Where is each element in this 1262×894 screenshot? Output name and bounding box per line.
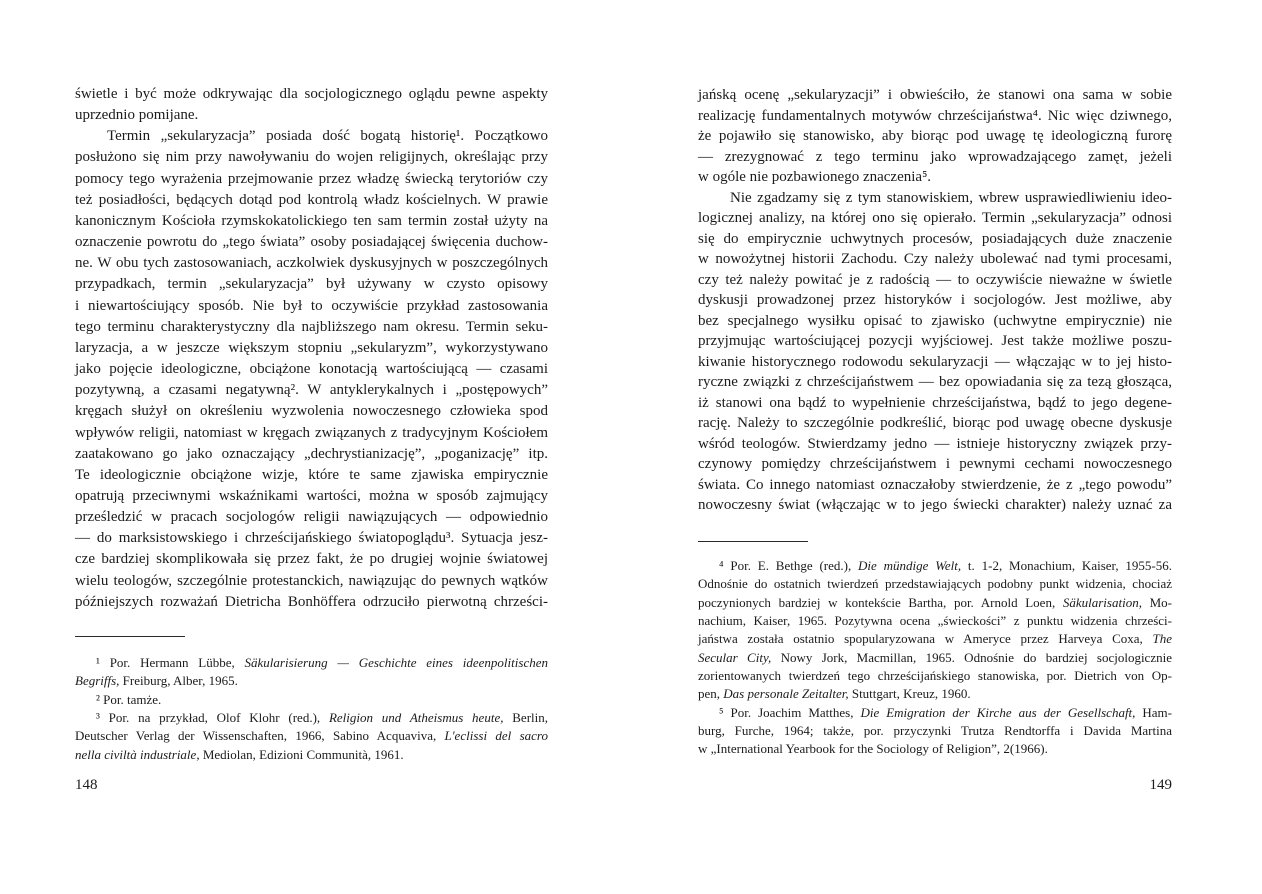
- footnotes: [698, 557, 1172, 759]
- text-line: wśród teologów. Stwierdzamy jedno — istnieje historyczny związek przy-: [698, 435, 1172, 452]
- footnote-line: [698, 740, 1172, 758]
- footnote-cited-title: Säkularisation,: [1062, 594, 1142, 610]
- footnotes: [75, 654, 548, 764]
- text-line: realizację fundamentalnych motywów chrześcijaństwa⁴. Nic więc dziwnego,: [698, 107, 1172, 124]
- footnote-text: Deutscher Verlag der Wissenschaften, 1966, Sabino Acquaviva,: [75, 728, 445, 744]
- text-line: też posiadłości, będących dotąd pod kontrolą władz kościelnych. W prawie: [75, 191, 548, 208]
- paragraph: [75, 84, 548, 126]
- text-line: prześledzić w pracach socjologów religii nawiązujących — odpowiednio: [75, 509, 548, 526]
- footnote-line: [698, 594, 1172, 612]
- text-line: bez specjalnego wysiłku opisać to zjawisko (uchwytne empirycznie) nie: [698, 312, 1172, 329]
- text-line: w nowożytnej historii Zachodu. Czy należy ubolewać nad tymi procesami,: [698, 251, 1172, 267]
- text-line: kręgach służył on określeniu wyzwolenia nowoczesnego człowieka spod: [75, 403, 548, 420]
- page-body: [698, 85, 1172, 516]
- text-line: świetle i być może odkrywając dla socjologicznego oglądu pewne aspekty: [75, 86, 548, 102]
- footnote-cited-title: Religion und Atheismus heute,: [328, 710, 504, 726]
- footnote-line: [698, 557, 1172, 575]
- text-line: rację. Należy to szczególnie podkreślić, biorąc pod uwagę obecne dyskusje: [698, 415, 1172, 431]
- text-line: opatrują przeciwnymi wskaźnikami wartości, można w sposób zajmujący: [75, 487, 548, 504]
- footnote-text: Mediolan, Edizioni Communità, 1961.: [199, 746, 404, 762]
- footnote-line: [698, 722, 1172, 740]
- footnote-line: [698, 704, 1172, 722]
- footnote-cited-title: Begriffs,: [75, 673, 120, 689]
- footnote-text: Odnośnie do ostatnich twierdzeń przedstawiających podobny punkt widzenia, chociaż: [698, 576, 1172, 592]
- footnote-text: Mo-: [1141, 594, 1172, 610]
- footnote-text: nachium, Kaiser, 1965. Pozytywna ocena „świeckości” z punktu widzenia chrześci-: [698, 613, 1172, 629]
- footnote-text: Stuttgart, Kreuz, 1960.: [848, 686, 971, 702]
- footnote-line: [75, 672, 548, 690]
- text-line: wielu teologów, szczególnie protestanckich, nawiązując do pewnych wątków: [75, 572, 548, 589]
- text-line: uprzednio pomijane.: [75, 107, 199, 124]
- footnote-line: [698, 575, 1172, 593]
- text-line: logicznej analizy, na której ono się opierało. Termin „sekularyzacja” odnosi: [698, 210, 1172, 226]
- text-line: kanonicznym Kościoła rzymskokatolickiego ten sam termin został użyty na: [75, 212, 548, 229]
- footnote-rule: [75, 636, 185, 637]
- text-line: — do marksistowskiego i chrześcijańskiego światopoglądu³. Sytuacja jesz-: [75, 530, 548, 547]
- footnote-cited-title: Säkularisierung — Geschichte eines ideenpolitischen: [244, 655, 548, 670]
- text-line: kiwanie historycznego rodowodu sekularyzacji — włączając w to jej histo-: [698, 353, 1172, 370]
- footnote: [698, 557, 1172, 704]
- page-number: 148: [75, 777, 98, 793]
- footnote-line: [75, 727, 548, 745]
- footnote-line: [75, 709, 548, 727]
- footnote-text: t. 1-2, Monachium, Kaiser, 1955-56.: [961, 558, 1172, 573]
- paragraph: [698, 188, 1172, 516]
- text-line: czy też należy powitać je z radością — to oczywiście nieważne w świetle: [698, 271, 1172, 288]
- footnote: [75, 654, 548, 691]
- text-line: się do empirycznie uchwytnych procesów, posiadających duże znaczenie: [698, 230, 1172, 247]
- text-line: Te ideologicznie obciążone wizje, które te same zjawiska empirycznie: [75, 466, 548, 483]
- text-line: że pojawiło się stanowisko, aby biorąc pod uwagę tę ideologiczną furorę: [698, 128, 1172, 144]
- text-line: przyjmując wartościującej pozycji wyjściowej. Jest także możliwe poszu-: [698, 333, 1172, 349]
- footnote-line: [698, 649, 1172, 667]
- footnote-rule: [698, 541, 808, 542]
- footnote-cited-title: Das personale Zeitalter,: [723, 686, 849, 702]
- footnote-line: [698, 630, 1172, 648]
- footnote-text: ⁵ Por. Joachim Matthes,: [719, 704, 861, 720]
- text-line: jako pojęcie ideologiczne, obciążone konotacją wartościującą — czasami: [75, 361, 548, 378]
- footnote-cited-title: Die mündige Welt,: [858, 558, 962, 573]
- footnote-text: w „International Yearbook for the Sociology of Religion”, 2(1966).: [698, 741, 1048, 757]
- text-line: w ogóle nie pozbawionego znaczenia⁵.: [698, 169, 932, 185]
- page-number: 149: [1149, 777, 1172, 793]
- footnote-cited-title: nella civiltà industriale,: [75, 746, 200, 762]
- text-line: Nie zgadzamy się z tym stanowiskiem, wbrew usprawiedliwieniu ideo-: [730, 189, 1172, 206]
- footnote-line: [75, 746, 548, 764]
- text-line: późniejszych rozważań Dietricha Bonhöffera odrzuciło pierwotną chrześci-: [75, 593, 548, 610]
- text-line: ryczne związki z chrześcijaństwem — bez opowiadania się za tezą głosząca,: [698, 374, 1172, 390]
- text-line: posłużono się nim przy nawoływaniu do wojen religijnych, określając przy: [75, 149, 548, 166]
- footnote-line: [698, 667, 1172, 685]
- text-line: świata. Co innego natomiast oznaczałoby stwierdzenie, że z „tego powodu”: [698, 476, 1172, 493]
- footnote-cited-title: L'eclissi del sacro: [444, 728, 548, 744]
- text-line: — zrezygnować z tego terminu jako wprowadzającego zamęt, jeżeli: [698, 148, 1172, 165]
- text-line: przypadkach, termin „sekularyzacja” był używany w czysto opisowy: [75, 276, 548, 293]
- text-line: zaatakowano go jako oznaczający „dechrystianizację”, „poganizację” itp.: [75, 445, 548, 462]
- text-line: iż stanowi ona bądź to wypełnienie chrześcijaństwa, bądź to jego degene-: [698, 394, 1172, 411]
- text-line: pomocy tego wyrażenia przejmowanie przez władzę świecką terytoriów czy: [75, 170, 548, 187]
- text-line: jańską ocenę „sekularyzacji” i obwieściło, że stanowi ona sama w sobie: [698, 87, 1172, 103]
- footnote-line: [698, 685, 1172, 703]
- text-line: laryzacja, a w jeszcze większym stopniu „sekularyzm”, wykorzystywano: [75, 339, 548, 356]
- right-page: [698, 0, 1172, 894]
- footnote-text: Freiburg, Alber, 1965.: [119, 673, 238, 689]
- text-line: pozytywną, a czasami negatywną². W antyklerykalnych i „postępowych”: [75, 382, 548, 399]
- footnote-text: ² Por. tamże.: [96, 691, 162, 707]
- footnote-text: zorientowanych twierdzeń tego chrześcijańskiego stanowiska, por. Dietrich von Op-: [698, 668, 1172, 684]
- footnote-text: Berlin,: [503, 710, 549, 726]
- footnote-text: burg, Furche, 1964; także, por. przyczynki Trutza Rendtorffa i Davida Martina: [698, 723, 1172, 739]
- text-line: ne. W obu tych zastosowaniach, aczkolwiek dyskusyjnych w poszczególnych: [75, 255, 548, 272]
- footnote-text: ¹ Por. Hermann Lübbe,: [96, 655, 245, 670]
- footnote-cited-title: The: [1152, 631, 1172, 647]
- footnote-text: Ham-: [1135, 704, 1172, 720]
- footnote-text: Nowy Jork, Macmillan, 1965. Odnośnie do bardziej socjologicznie: [771, 649, 1172, 665]
- paragraph: [75, 126, 548, 613]
- footnote: [75, 691, 548, 709]
- footnote-cited-title: Die Emigration der Kirche aus der Gesellschaft,: [860, 704, 1136, 720]
- footnote-line: [75, 654, 548, 672]
- text-line: nowoczesny świat (włączając w to jego świecki charakter) należy uznać za: [698, 497, 1172, 513]
- footnote-cited-title: Secular City,: [698, 649, 772, 665]
- text-line: dyskusji prowadzonej przez historyków i socjologów. Jest możliwe, aby: [698, 292, 1172, 308]
- text-line: Termin „sekularyzacja” posiada dość bogatą historię¹. Początkowo: [107, 128, 548, 145]
- paragraph: [698, 85, 1172, 188]
- left-page: [75, 0, 548, 894]
- text-line: cze bardziej skomplikowała się przez fakt, że po drugiej wojnie światowej: [75, 551, 548, 568]
- page-body: [75, 84, 548, 613]
- text-line: oznaczenie powrotu do „tego świata” osoby posiadającej święcenia duchow-: [75, 234, 548, 251]
- footnote-line: [698, 612, 1172, 630]
- footnote: [75, 709, 548, 764]
- text-line: czynowy pomiędzy chrześcijaństwem i pewnymi cechami nowoczesnego: [698, 456, 1172, 472]
- footnote-text: ³ Por. na przykład, Olof Klohr (red.),: [96, 710, 329, 726]
- text-line: wpływów religii, natomiast w kręgach związanych z tradycyjnym Kościołem: [75, 424, 548, 441]
- footnote: [698, 704, 1172, 759]
- footnote-text: poczynionych bardziej w kontekście Bartha, por. Arnold Loen,: [698, 594, 1063, 610]
- footnote-line: [75, 691, 548, 709]
- footnote-text: jaństwa została ostatnio spopularyzowana w Ameryce przez Harveya Coxa,: [698, 631, 1153, 647]
- text-line: i niewartościujący sposób. Nie był to oczywiście przykład zastosowania: [75, 297, 548, 314]
- footnote-text: ⁴ Por. E. Bethge (red.),: [719, 558, 859, 573]
- footnote-text: pen,: [698, 686, 724, 702]
- text-line: tego terminu charakterystyczny dla najbliższego nam okresu. Termin seku-: [75, 318, 548, 335]
